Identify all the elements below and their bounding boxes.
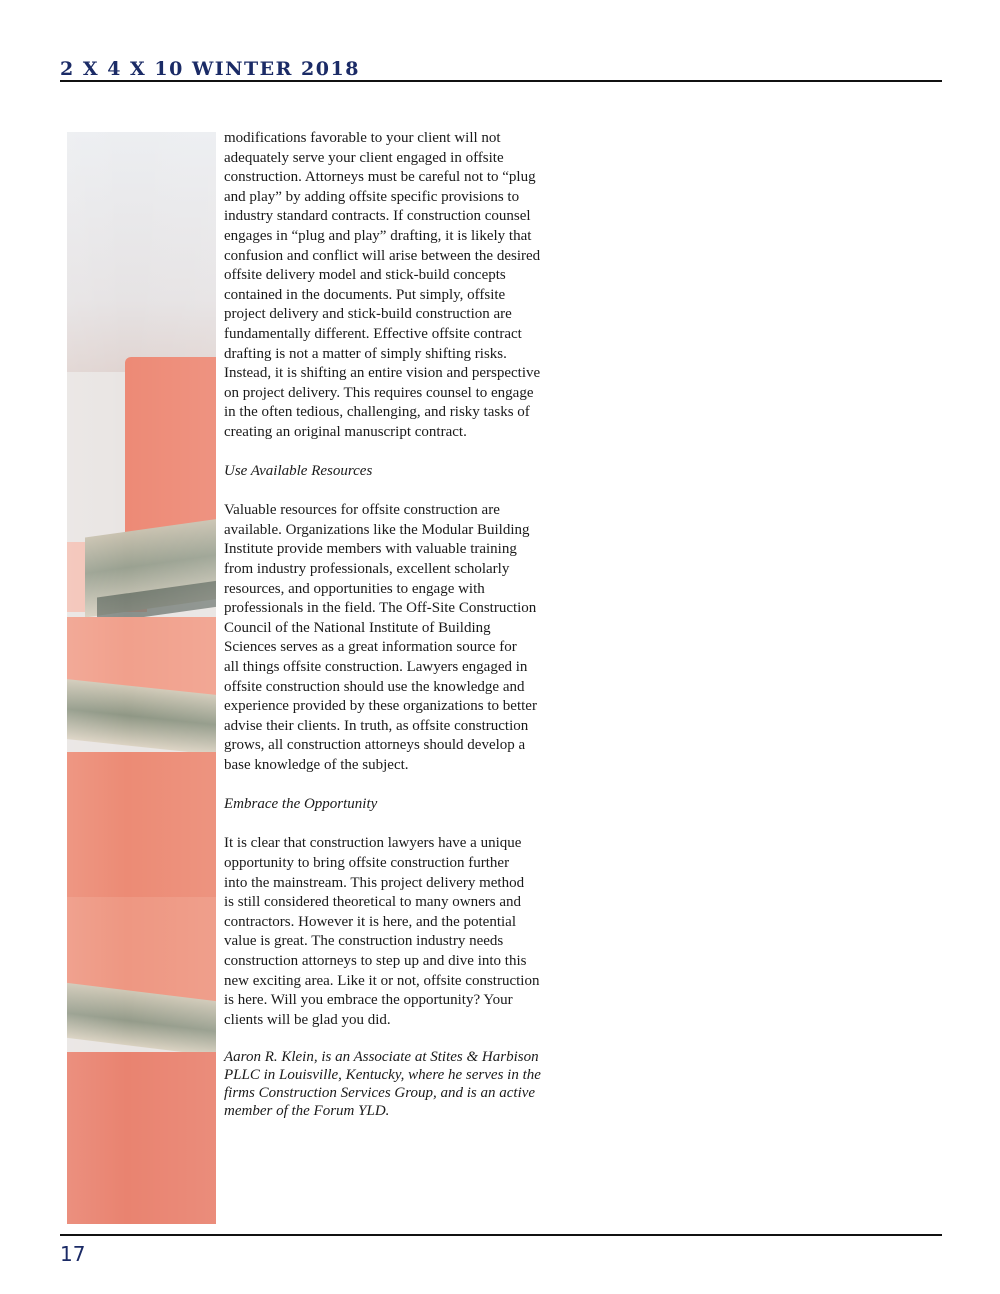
author-bio: Aaron R. Klein, is an Associate at Stites & Harbison PLLC in Louisville, Kentucky, where he serves in the firms Construction Services Group, and is an active member of the Forum YLD. (224, 1048, 541, 1119)
paragraph-intro: modifications favorable to your client will not adequately serve your client engaged in offsite construction. Attorneys must be careful not to “plug and play” by adding offsite specific provisions to industry standard contracts. If construction counsel engages in “plug and play” drafting, it is likely that confusion and conflict will arise between the desired offsite delivery model and stick-build concepts contained in the documents. Put simply, offsite project delivery and stick-build construction are fundamentally different. Effective offsite contract drafting is not a matter of simply shifting risks. Instead, it is shifting an entire vision and perspective on project delivery. This requires counsel to engage in the often tedious, challenging, and risky tasks of creating an original manuscript contract. (224, 130, 541, 440)
masthead-title: 2 X 4 X 10 WINTER 2018 (60, 58, 360, 80)
paragraph-opportunity: It is clear that construction lawyers have a unique opportunity to bring offsite construction further into the mainstream. This project delivery method is still considered theoretical to many owners and contractors. However it is here, and the potential value is great. The construction industry needs construction attorneys to step up and dive into this new exciting area. Like it or not, offsite construction is here. Will you embrace the opportunity? Your clients will be glad you did. (224, 835, 540, 1028)
section-heading-opportunity: Embrace the Opportunity (224, 796, 378, 813)
paragraph-resources: Valuable resources for offsite construction are available. Organizations like the Modular Building Institute provide members with valuable training from industry professionals, excellent scholarly resources, and opportunities to engage with professionals in the field. The Off-Site Construction Council of the National Institute of Building Sciences serves as a great information source for all things offsite construction. Lawyers engaged in offsite construction should use the knowledge and experience provided by these organizations to better advise their clients. In truth, as offsite construction grows, all construction attorneys should develop a base knowledge of the subject. (224, 502, 537, 773)
header-rule (60, 80, 942, 82)
page-number: 17 (60, 1242, 86, 1266)
decorative-photo (67, 132, 216, 1224)
article-column (224, 129, 576, 1140)
footer-rule (60, 1234, 942, 1236)
section-heading-resources: Use Available Resources (224, 463, 373, 480)
